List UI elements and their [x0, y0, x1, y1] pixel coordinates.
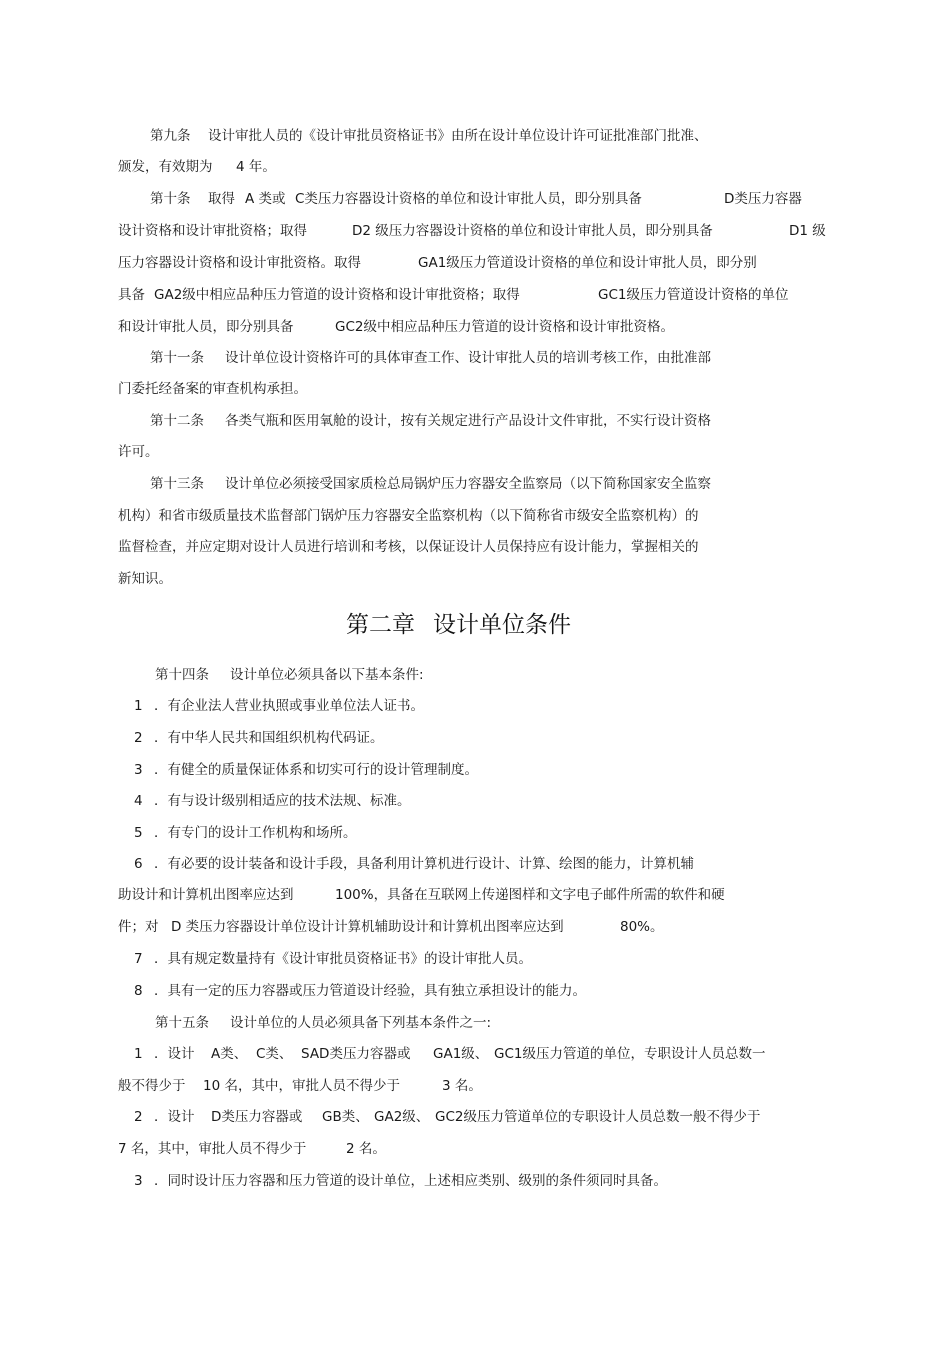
item-number: 2	[134, 1109, 143, 1125]
item-number: 1	[134, 698, 143, 714]
item-number: 3	[134, 1173, 143, 1189]
text-run: 设计单位的人员必须具备下列基本条件之一:	[230, 1015, 492, 1031]
text-run: GC1级压力管道设计资格的单位	[598, 287, 789, 303]
item-number: 6	[134, 856, 143, 872]
text-run: 颁发，有效期为	[118, 159, 213, 175]
text-run: C类压力容器设计资格的单位和设计审批人员，即分别具备	[295, 191, 642, 207]
item-number: 1	[134, 1046, 143, 1062]
text-run: 80%。	[620, 919, 664, 935]
text-run: GC1级压力管道的单位，专职设计人员总数一	[494, 1046, 766, 1062]
text-run: C类、	[256, 1046, 293, 1062]
text-run: ．设计	[154, 1046, 195, 1062]
text-run: 监督检查，并应定期对设计人员进行培训和考核，以保证设计人员保持应有设计能力，掌握相关的	[118, 539, 699, 555]
text-run: GA1级压力管道设计资格的单位和设计审批人员，即分别	[418, 255, 757, 271]
text-run: ．具有一定的压力容器或压力管道设计经验，具有独立承担设计的能力。	[154, 983, 586, 999]
article-label: 第十一条	[150, 350, 204, 366]
text-run: ．设计	[154, 1109, 195, 1125]
text-run: D1 级	[789, 223, 826, 239]
text-run: D 类压力容器设计单位设计计算机辅助设计和计算机出图率应达到	[171, 919, 564, 935]
text-run: 2 名。	[346, 1141, 386, 1157]
text-run: ．有中华人民共和国组织机构代码证。	[154, 730, 384, 746]
text-run: D类压力容器	[724, 191, 802, 207]
text-run: ．有专门的设计工作机构和场所。	[154, 825, 357, 841]
item-number: 5	[134, 825, 143, 841]
text-run: GA2级、	[374, 1109, 430, 1125]
article-label: 第十二条	[150, 413, 204, 429]
item-number: 7	[134, 951, 143, 967]
text-run: 4 年。	[236, 159, 276, 175]
text-run: GC2级中相应品种压力管道的设计资格和设计审批资格。	[335, 319, 674, 335]
article-label: 第十条	[150, 191, 191, 207]
text-run: GC2级压力管道单位的专职设计人员总数一般不得少于	[435, 1109, 761, 1125]
text-run: ．有必要的设计装备和设计手段，具备利用计算机进行设计、计算、绘图的能力，计算机辅	[154, 856, 694, 872]
text-run: A 类或	[245, 191, 286, 207]
article-label: 第十五条	[155, 1015, 209, 1031]
text-run: 件；对	[118, 919, 159, 935]
item-number: 3	[134, 762, 143, 778]
text-run: 具备	[118, 287, 145, 303]
text-run: 助设计和计算机出图率应达到	[118, 887, 294, 903]
text-run: 设计单位设计资格许可的具体审查工作、设计审批人员的培训考核工作，由批准部	[225, 350, 711, 366]
article-label: 第十三条	[150, 476, 204, 492]
text-run: 7 名，其中，审批人员不得少于	[118, 1141, 307, 1157]
item-number: 8	[134, 983, 143, 999]
text-run: 100%，具备在互联网上传递图样和文字电子邮件所需的软件和硬	[335, 887, 725, 903]
text-run: ．有企业法人营业执照或事业单位法人证书。	[154, 698, 424, 714]
chapter-title: 设计单位条件	[433, 612, 571, 638]
text-run: 设计资格和设计审批资格；取得	[118, 223, 307, 239]
text-run: 许可。	[118, 444, 159, 460]
text-run: 3 名。	[442, 1078, 482, 1094]
text-run: SAD类压力容器或	[301, 1046, 411, 1062]
text-run: 各类气瓶和医用氧舱的设计，按有关规定进行产品设计文件审批，不实行设计资格	[225, 413, 711, 429]
text-run: 10 名，其中，审批人员不得少于	[203, 1078, 400, 1094]
text-run: GA2级中相应品种压力管道的设计资格和设计审批资格；取得	[154, 287, 520, 303]
text-run: 压力容器设计资格和设计审批资格。取得	[118, 255, 361, 271]
text-run: 门委托经备案的审查机构承担。	[118, 381, 307, 397]
chapter-heading	[346, 610, 571, 640]
text-run: D类压力容器或	[211, 1109, 303, 1125]
article-label: 第十四条	[155, 667, 209, 683]
text-run: ．具有规定数量持有《设计审批员资格证书》的设计审批人员。	[154, 951, 532, 967]
text-run: GB类、	[322, 1109, 369, 1125]
chapter-number: 第二章	[346, 612, 415, 638]
text-run: D2 级压力容器设计资格的单位和设计审批人员，即分别具备	[352, 223, 713, 239]
item-number: 2	[134, 730, 143, 746]
text-run: 新知识。	[118, 571, 172, 587]
text-run: 设计审批人员的《设计审批员资格证书》由所在设计单位设计许可证批准部门批准、	[208, 128, 708, 144]
text-run: ．有健全的质量保证体系和切实可行的设计管理制度。	[154, 762, 478, 778]
text-run: 和设计审批人员，即分别具备	[118, 319, 294, 335]
article-label: 第九条	[150, 128, 191, 144]
text-run: ．有与设计级别相适应的技术法规、标准。	[154, 793, 411, 809]
text-run: A类、	[211, 1046, 248, 1062]
item-number: 4	[134, 793, 143, 809]
text-run: 设计单位必须具备以下基本条件:	[230, 667, 424, 683]
text-run: 设计单位必须接受国家质检总局锅炉压力容器安全监察局（以下简称国家安全监察	[225, 476, 711, 492]
text-run: ．同时设计压力容器和压力管道的设计单位，上述相应类别、级别的条件须同时具备。	[154, 1173, 667, 1189]
text-run: 般不得少于	[118, 1078, 186, 1094]
text-run: 取得	[208, 191, 235, 207]
text-run: 机构）和省市级质量技术监督部门锅炉压力容器安全监察机构（以下简称省市级安全监察机构）的	[118, 508, 699, 524]
text-run: GA1级、	[433, 1046, 489, 1062]
